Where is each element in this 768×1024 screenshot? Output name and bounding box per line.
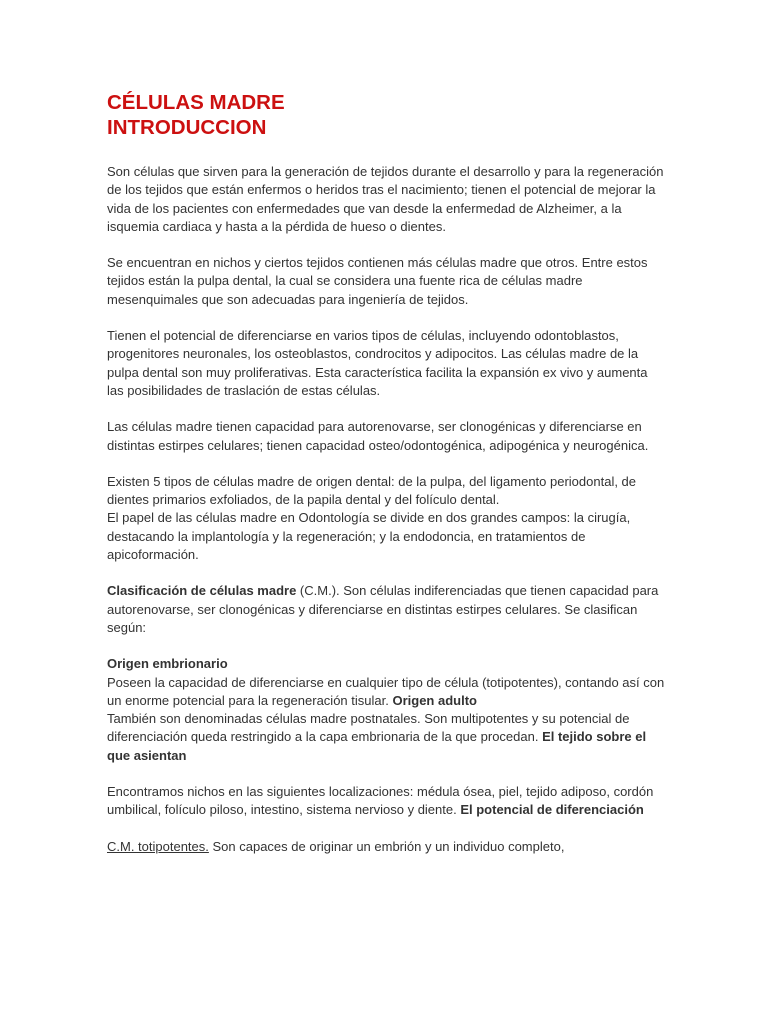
paragraph-totipotent	[107, 838, 667, 856]
title-line-1: CÉLULAS MADRE	[107, 91, 285, 114]
locations-text: Encontramos nichos en las siguientes localizaciones: médula ósea, piel, tejido adiposo, cordón umbilical, folículo piloso, intestino, sistema nervioso y diente.	[107, 784, 654, 818]
paragraph-niches: Se encuentran en nichos y ciertos tejidos contienen más células madre que otros. Entre estos tejidos están la pulpa dental, la cual se considera una fuente rica de células madre mesenquimales que son adecuadas para ingeniería de tejidos.	[107, 255, 648, 307]
totipotent-text: Son capaces de originar un embrión y un individuo completo,	[208, 838, 565, 854]
paragraph-locations	[107, 783, 667, 820]
embryonic-origin-text: Poseen la capacidad de diferenciarse en cualquier tipo de célula (totipotentes), contando así con un enorme potencial para la regeneración tisular.	[107, 674, 665, 708]
adult-origin-text: También son denominadas células madre postnatales. Son multipotentes y su potencial de diferenciación queda restringido a la capa embrionaria de la que procedan.	[107, 711, 630, 745]
classification-text: (C.M.). Son células indiferenciadas que tienen capacidad para autorenovarse, ser clonogénicas y diferenciarse en distintas estirpes celulares. Se clasifican según:	[107, 583, 659, 635]
adult-origin-heading: Origen adulto	[392, 692, 477, 708]
paragraph-classification	[107, 582, 667, 637]
document-title	[107, 90, 667, 140]
paragraph-dental-types	[107, 473, 667, 564]
differentiation-potential-heading: El potencial de diferenciación	[460, 802, 644, 818]
title-line-2: INTRODUCCION	[107, 116, 267, 139]
document-page	[107, 90, 667, 874]
dental-types-text: Existen 5 tipos de células madre de origen dental: de la pulpa, del ligamento periodontal, de dientes primarios exfoliados, de la papila dental y del folículo dental.	[107, 473, 637, 508]
adult-origin-block	[107, 710, 667, 765]
classification-heading: Clasificación de células madre	[107, 583, 297, 599]
paragraph-origin	[107, 655, 667, 765]
embryonic-origin-heading: Origen embrionario	[107, 656, 228, 672]
paragraph-introduction: Son células que sirven para la generación de tejidos durante el desarrollo y para la regeneración de los tejidos que están enfermos o heridos tras el nacimiento; tienen el potencial de mejorar la vida de los pacientes con enfermedades que van desde la enfermedad de Alzheimer, a la isquemia cardiaca y hasta a la pérdida de hueso o dientes.	[107, 164, 664, 234]
paragraph-properties: Las células madre tienen capacidad para autorenovarse, ser clonogénicas y diferenciarse en distintas estirpes celulares; tienen capacidad osteo/odontogénica, adipogénica y neurogénica.	[107, 419, 649, 453]
odontology-role-text: El papel de las células madre en Odontología se divide en dos grandes campos: la cirugía, destacando la implantología y la regeneración; y la endodoncia, en tratamientos de apicoformación.	[107, 510, 631, 563]
paragraph-differentiation-potential: Tienen el potencial de diferenciarse en varios tipos de células, incluyendo odontoblastos, progenitores neuronales, los osteoblastos, condrocitos y adipocitos. Las células madre de la pulpa dental son muy proliferativas. Esta característica facilita la expansión ex vivo y aumenta las posibilidades de traslación de estas células.	[107, 328, 648, 398]
tissue-heading: El tejido sobre el que asientan	[107, 729, 647, 763]
totipotent-term: C.M. totipotentes.	[107, 838, 209, 854]
